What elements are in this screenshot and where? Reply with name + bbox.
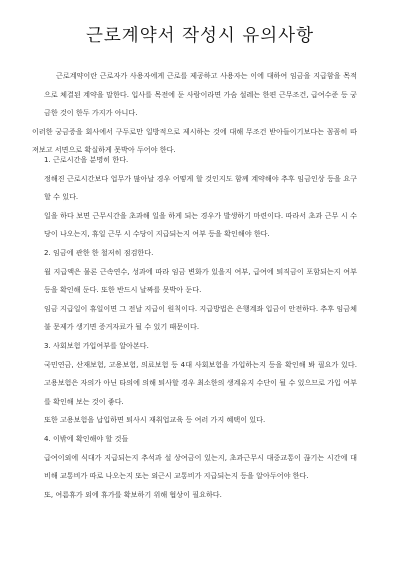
section-heading: 2. 임금에 관한 한 철저히 점검한다.: [44, 247, 154, 257]
section-paragraph: 또, 여름휴가 외에 휴가를 확보하기 위해 협상이 필요하다.: [44, 489, 222, 499]
section-paragraph: 임금 지급일이 휴일이면 그 전날 지급이 원칙이다. 지급방법은 은행계좌 입금이 안전하다. 추후 임금체불 문제가 생기면 증거자료가 될 수 있기 때문이다.: [44, 303, 357, 332]
intro-paragraph: 이러한 궁금증을 회사에서 구두로만 일방적으로 제시하는 것에 대해 무조건 받아들이기보다는 꼼꼼히 따져보고 서면으로 확실하게 못박아 두어야 한다.: [32, 126, 357, 155]
section-heading: 1. 근로시간을 분명히 한다.: [44, 155, 129, 164]
section-paragraph: 정해진 근로시간보다 업무가 많아날 경우 어떻게 할 것인지도 함께 계약해야 추후 임금인상 등을 요구할 수 있다.: [44, 173, 357, 202]
section-paragraph: 일을 하다 보면 근무시간을 초과해 일을 하게 되는 경우가 발생하기 마련이다. 따라서 초과 근무 시 수당이 나오는지, 휴일 근무 시 수당이 지급되는지 여부 등을 확인해야 한다.: [44, 210, 357, 239]
document-body: [44, 151, 357, 504]
intro-block: [32, 67, 357, 160]
section-paragraph: 급여이외에 식대가 지급되는지 추석과 설 상여금이 있는지, 초과근무시 대중교통이 끊기는 시간에 대비해 교통비가 따로 나오는지 또는 외근시 교통비가 지급되는지 등을 알아두어야 한다.: [44, 452, 357, 481]
document-title: 근로계약서 작성시 유의사항: [86, 26, 314, 46]
section-paragraph: 국민연금, 산재보험, 고용보험, 의료보험 등 4대 사회보험을 가입하는지 등을 확인해 봐 필요가 있다. 고용보험은 자의가 아닌 타의에 의해 퇴사할 경우 최소한의 생계유지 수단이 될 수 있으므로 가입 여부를 확인해 보는 것이 좋다.: [44, 359, 357, 406]
section-paragraph: 월 지급액은 물론 근속연수, 성과에 따라 임금 변화가 있을지 여부, 급여에 퇴직금이 포함되는지 여부 등을 확인해 둔다. 또한 반드시 날짜를 못박아 둔다.: [44, 266, 357, 295]
intro-paragraph: 근로계약이란 근로자가 사용자에게 근로를 제공하고 사용자는 이에 대하여 임금을 지급함을 목적으로 체결된 계약을 말한다. 입사를 목전에 둔 사람이라면 가슴 설레는 한편 근무조건, 급여수준 등 궁금한 것이 한두 가지가 아니다.: [44, 71, 357, 118]
section-heading: 4. 이밖에 확인해야 할 것들: [44, 433, 129, 443]
section-heading: 3. 사회보험 가입여부를 알아본다.: [44, 340, 149, 350]
section-paragraph: 또한 고용보험을 납입하면 퇴사시 재취업교육 등 여러 가지 혜택이 있다.: [44, 415, 266, 425]
